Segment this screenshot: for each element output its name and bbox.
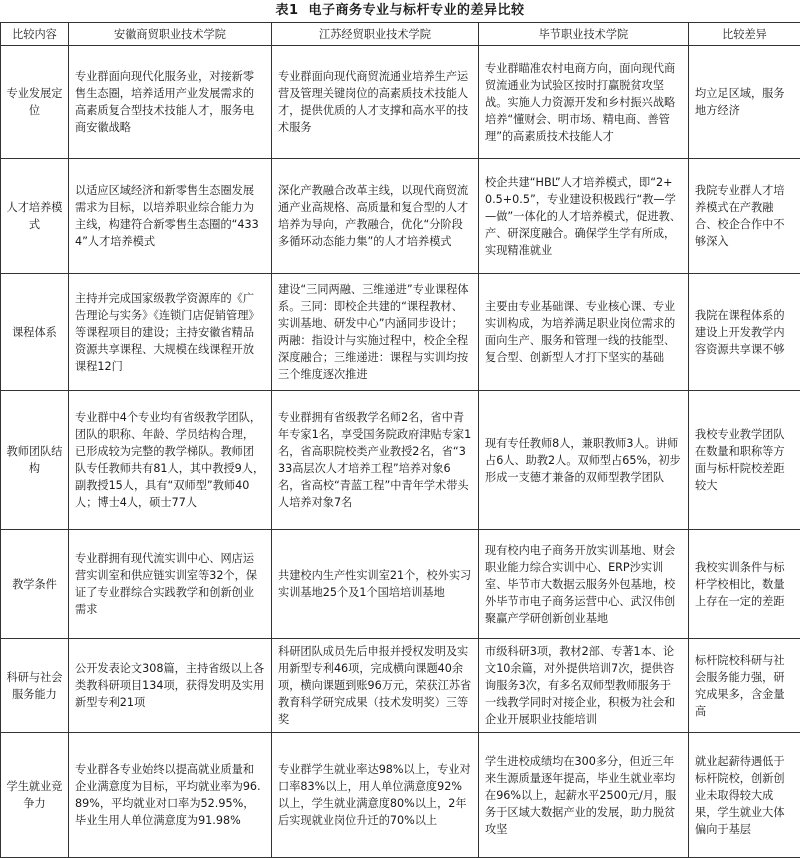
- cell-difference: 就业起薪待遇低于标杆院校，创新创业未取得较大成果，学生就业大体偏向于基层: [689, 733, 800, 858]
- cell-jiangsu: 共建校内生产性实训室21个，校外实习实训基地25个及1个国培培训基地: [272, 530, 479, 639]
- cell-bijie: 市级科研3项，教材2部、专著1本、论文10余篇，对外提供培训7次，提供咨询服务3次，有多名双师型教师服务于一线教学同时对接企业，积极为社会和企业开展职业技能培训: [479, 639, 689, 733]
- cell-anhui: 专业群拥有现代流实训中心、网店运营实训室和供应链实训室等32个，保证了专业群综合实践教学和创新创业需求: [69, 530, 272, 639]
- cell-difference: 我校实训条件与标杆学校相比，数量上存在一定的差距: [689, 530, 800, 639]
- table-caption: [0, 0, 800, 22]
- header-compare-item: 比较内容: [1, 23, 69, 46]
- cell-bijie: 专业群瞄准农村电商方向，面向现代商贸流通业为试验区按时打赢脱贫攻坚战。实施人力资源开发和乡村振兴战略培养“懂财会、明市场、精电商、善管理”的高素质技术技能人才: [479, 46, 689, 159]
- cell-bijie: 现有专任教师8人，兼职教师3人。讲师占6人、助教2人。双师型占65%，初步形成一支德才兼备的双师型教学团队: [479, 391, 689, 530]
- table-number: 表1: [275, 3, 298, 18]
- cell-difference: 我院专业群人才培养模式在产教融合、校企合作中不够深入: [689, 159, 800, 274]
- cell-jiangsu: 专业群面向现代商贸流通业培养生产运营及管理关键岗位的高素质技术技能人才，提供优质的人才支撑和高水平的技术服务: [272, 46, 479, 159]
- cell-difference: 我院在课程体系的建设上开发教学内容资源共享课不够: [689, 274, 800, 391]
- row-label: 学生就业竞争力: [1, 733, 69, 858]
- cell-bijie: 校企共建“HBL”人才培养模式，即“2+0.5+0.5”，专业建设积极践行“教—学—做”一体化的人才培养模式，促进教、产、研深度融合。确保学生学有所成，实现精准就业: [479, 159, 689, 274]
- cell-anhui: 专业群面向现代化服务业，对接新零售生态圈，培养适用产业发展需求的高素质复合型技术技能人才，服务电商安徽战略: [69, 46, 272, 159]
- table-row: [1, 733, 800, 858]
- cell-jiangsu: 深化产教融合改革主线，以现代商贸流通产业高规格、高质量和复合型的人才培养为导向，产教融合，优化“分阶段多循环动态能力集”的人才培养模式: [272, 159, 479, 274]
- table-row: [1, 530, 800, 639]
- cell-anhui: 公开发表论文308篇，主持省级以上各类教科研项目134项，获得发明及实用新型专利21项: [69, 639, 272, 733]
- cell-anhui: 专业群各专业始终以提高就业质量和企业满意度为目标，平均就业率为96.89%，平均就业对口率为52.95%，毕业生用人单位满意度为91.98%: [69, 733, 272, 858]
- header-bijie: 毕节职业技术学院: [479, 23, 689, 46]
- cell-jiangsu: 科研团队成员先后申报并授权发明及实用新型专利46项，完成横向课题40余项，横向课题到账96万元，荣获江苏省教育科学研究成果（技术发明奖）三等奖: [272, 639, 479, 733]
- table-row: [1, 46, 800, 159]
- header-jiangsu: 江苏经贸职业技术学院: [272, 23, 479, 46]
- comparison-table: [0, 22, 800, 858]
- cell-bijie: 学生进校成绩均在300多分，但近三年来生源质量逐年提高，毕业生就业率均在96%以上，起薪水平2500元/月，服务于区域大数据产业的发展，助力脱贫攻坚: [479, 733, 689, 858]
- cell-difference: 我校专业教学团队在数量和职称等方面与标杆院校差距较大: [689, 391, 800, 530]
- row-label: 教学条件: [1, 530, 69, 639]
- cell-jiangsu: 建设“三同两融、三维递进”专业课程体系。三同：即校企共建的“课程教材、实训基地、研发中心”内涵同步设计；两融：指设计与实施过程中，校企全程深度融合；三维递进：课程与实训均按三个维度逐次推进: [272, 274, 479, 391]
- row-label: 科研与社会服务能力: [1, 639, 69, 733]
- header-anhui: 安徽商贸职业技术学院: [69, 23, 272, 46]
- cell-jiangsu: 专业群拥有省级教学名师2名，省中青年专家1名，享受国务院政府津贴专家1名，省高职院校类产业教授2名，省“333高层次人才培养工程”培养对象6名，省高校“青蓝工程”中青年学术带头人培养对象7名: [272, 391, 479, 530]
- table-row: [1, 391, 800, 530]
- cell-difference: 均立足区域，服务地方经济: [689, 46, 800, 159]
- table-title: 电子商务专业与标杆专业的差异比较: [309, 3, 525, 18]
- table-row: [1, 159, 800, 274]
- table-row: [1, 274, 800, 391]
- table-row: [1, 639, 800, 733]
- row-label: 人才培养模式: [1, 159, 69, 274]
- row-label: 专业发展定位: [1, 46, 69, 159]
- cell-anhui: 专业群中4个专业均有省级教学团队，团队的职称、年龄、学员结构合理，已形成较为完整的教学梯队。教师团队专任教师共有81人，其中教授9人，副教授15人，具有“双师型”教师40人；博士4人，硕士77人: [69, 391, 272, 530]
- cell-bijie: 现有校内电子商务开放实训基地、财会职业能力综合实训中心、ERP沙实训室、毕节市大数据云服务外包基地，校外毕节市电子商务运营中心、武汉伟创聚赢产学研创新创业基地: [479, 530, 689, 639]
- cell-bijie: 主要由专业基础课、专业核心课、专业实训构成，为培养满足职业岗位需求的面向生产、服务和管理一线的技能型、复合型、创新型人才打下坚实的基础: [479, 274, 689, 391]
- cell-anhui: 以适应区域经济和新零售生态圈发展需求为目标，以培养职业综合能力为主线，构建符合新零售生态圈的“4334”人才培养模式: [69, 159, 272, 274]
- row-label: 教师团队结构: [1, 391, 69, 530]
- cell-jiangsu: 专业群学生就业率达98%以上，专业对口率83%以上，用人单位满意度92%以上，学生就业满意度80%以上，2年后实现就业岗位升迁的70%以上: [272, 733, 479, 858]
- cell-difference: 标杆院校科研与社会服务能力强，研究成果多，含金量高: [689, 639, 800, 733]
- header-row: [1, 23, 800, 46]
- cell-anhui: 主持并完成国家级教学资源库的《广告理论与实务》《连锁门店促销管理》等课程项目的建设；主持安徽省精品资源共享课程、大规模在线课程开放课程12门: [69, 274, 272, 391]
- row-label: 课程体系: [1, 274, 69, 391]
- header-difference: 比较差异: [689, 23, 800, 46]
